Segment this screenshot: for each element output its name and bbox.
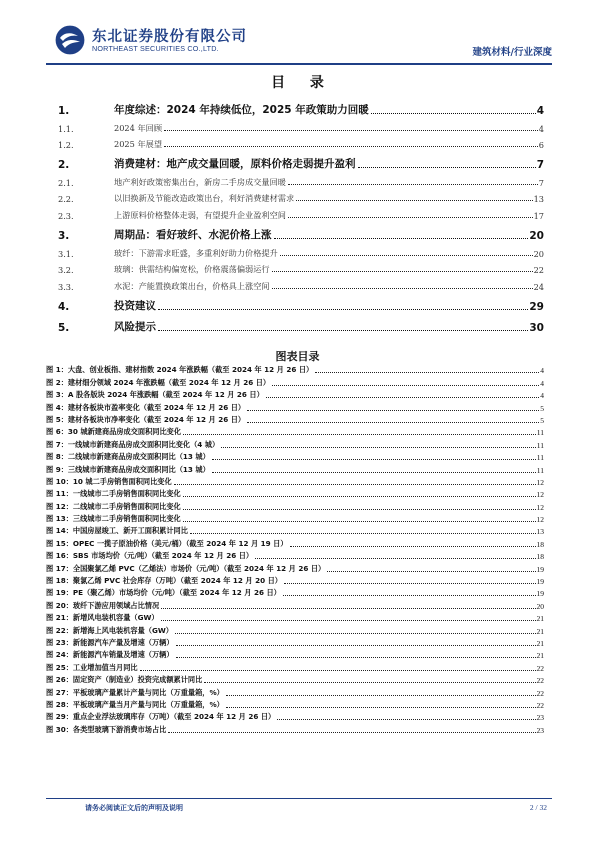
figure-leader-dots	[272, 385, 539, 386]
figure-leader-dots	[212, 472, 536, 473]
figure-list	[46, 363, 544, 735]
toc-entry-page: 13	[533, 194, 544, 205]
figure-entry-label: 图 8：二线城市新建商品房成交面积同比（13 城）	[46, 452, 210, 462]
figure-leader-dots	[140, 670, 536, 671]
toc-entry-page: 29	[529, 300, 544, 313]
figure-entry-label: 图 4：建材各板块市盈率变化（截至 2024 年 12 月 26 日）	[46, 402, 246, 412]
company-logo-icon	[54, 24, 86, 56]
figure-list-link[interactable]	[46, 462, 544, 474]
figure-list-link[interactable]	[46, 623, 544, 635]
figure-entry-label: 图 30：各类型玻璃下游消费市场占比	[46, 724, 167, 734]
toc-chapter-link[interactable]	[58, 313, 544, 334]
figure-list-link[interactable]	[46, 450, 544, 462]
toc-entry-page: 30	[529, 321, 544, 334]
figure-leader-dots	[183, 434, 536, 435]
toc-title: 目 录	[271, 75, 334, 91]
figure-entry-page: 22	[536, 688, 544, 698]
toc-section-link[interactable]	[58, 188, 544, 205]
figure-entry-label: 图 18：聚氯乙烯 PVC 社会库存（万吨）（截至 2024 年 12 月 20 日）	[46, 576, 282, 586]
toc-entry-label: 周期品：看好玻纤、水泥价格上涨	[114, 228, 272, 241]
figure-list-link[interactable]	[46, 561, 544, 573]
toc-section-link[interactable]	[58, 275, 544, 292]
figure-leader-dots	[190, 533, 536, 534]
toc-entry-label: 地产利好政策密集出台，新房二手房成交量回暖	[114, 176, 286, 187]
toc-leader-dots	[272, 288, 533, 289]
toc-entry-page: 24	[533, 281, 544, 292]
figure-entry-page: 23	[536, 713, 544, 723]
toc-leader-dots	[158, 330, 528, 331]
figure-entry-page: 21	[536, 651, 544, 661]
toc-leader-dots	[272, 271, 533, 272]
figure-entry-label: 图 2：建材细分领域 2024 年涨跌幅（截至 2024 年 12 月 26 日）	[46, 377, 271, 387]
toc-entry-label: 投资建议	[114, 299, 156, 312]
toc-entry-number: 1.	[58, 105, 70, 117]
figure-list-link[interactable]	[46, 363, 544, 375]
figure-leader-dots	[183, 521, 536, 522]
figure-list-link[interactable]	[46, 549, 544, 561]
toc-entry-page: 4	[536, 105, 544, 117]
figure-entry-page: 11	[536, 465, 544, 475]
toc-section-link[interactable]	[58, 134, 544, 151]
figure-list-link[interactable]	[46, 660, 544, 672]
figure-list-link[interactable]	[46, 437, 544, 449]
figure-list-link[interactable]	[46, 425, 544, 437]
figure-entry-page: 11	[536, 453, 544, 463]
toc-entry-label: 年度综述：2024 年持续低位，2025 年政策助力回暖	[114, 104, 369, 116]
figure-list-link[interactable]	[46, 698, 544, 710]
figure-leader-dots	[176, 657, 536, 658]
figure-list-link[interactable]	[46, 574, 544, 586]
toc-entry-label: 2025 年展望	[114, 139, 163, 150]
figure-entry-label: 图 25：工业增加值当月同比	[46, 662, 138, 672]
figure-entry-page: 12	[536, 477, 544, 487]
figure-list-link[interactable]	[46, 685, 544, 697]
figure-leader-dots	[161, 608, 535, 609]
toc-chapter-link[interactable]	[58, 221, 544, 242]
figure-entry-label: 图 21：新增风电装机容量（GW）	[46, 613, 159, 623]
figure-entry-label: 图 19：PE（聚乙烯）市场均价（元/吨）（截至 2024 年 12 月 26 日）	[46, 588, 281, 598]
figure-entry-label: 图 5：建材各板块市净率变化（截至 2024 年 12 月 26 日）	[46, 414, 246, 424]
figure-list-link[interactable]	[46, 598, 544, 610]
figure-entry-label: 图 26：固定资产（制造业）投资完成额累计同比	[46, 675, 203, 685]
figure-entry-page: 20	[536, 601, 544, 611]
figure-entry-page: 4	[540, 391, 544, 401]
figure-entry-page: 13	[536, 527, 544, 537]
figure-entry-page: 12	[536, 515, 544, 525]
figure-entry-label: 图 17：全国聚氯乙烯 PVC（乙烯法）市场价（元/吨）（截至 2024 年 12 月 26 日）	[46, 563, 326, 573]
figure-entry-label: 图 27：平板玻璃产量累计产量与同比（万重量箱，%）	[46, 687, 224, 697]
figure-leader-dots	[266, 397, 539, 398]
figure-entry-page: 5	[540, 415, 544, 425]
figure-leader-dots	[283, 595, 536, 596]
figure-entry-page: 4	[540, 366, 544, 376]
toc-chapter-link[interactable]	[58, 96, 544, 117]
toc-entry-number: 3.2.	[58, 265, 74, 276]
figure-list-link[interactable]	[46, 673, 544, 685]
figure-leader-dots	[247, 422, 539, 423]
figure-leader-dots	[161, 620, 536, 621]
toc-entry-number: 2.1.	[58, 177, 74, 188]
figure-leader-dots	[174, 484, 536, 485]
toc-entry-label: 玻璃：供需结构偏宽松，价格震荡偏弱运行	[114, 264, 270, 275]
figure-entry-label: 图 29：重点企业浮法玻璃库存（万吨）（截至 2024 年 12 月 26 日）	[46, 712, 276, 722]
figure-list-link[interactable]	[46, 636, 544, 648]
toc-leader-dots	[358, 167, 536, 168]
figure-leader-dots	[315, 372, 539, 373]
toc-entry-label: 风险提示	[114, 320, 156, 333]
figure-entry-page: 22	[536, 700, 544, 710]
figure-entry-page: 21	[536, 626, 544, 636]
figure-leader-dots	[327, 571, 535, 572]
figure-entry-label: 图 11：一线城市二手房销售面积同比变化	[46, 489, 181, 499]
toc-list	[58, 96, 544, 334]
figure-entry-label: 图 10：10 城二手房销售面积同比变化	[46, 476, 172, 486]
figure-leader-dots	[183, 509, 536, 510]
toc-entry-page: 7	[538, 177, 544, 188]
footer-disclaimer: 请务必阅读正文后的声明及说明	[85, 804, 183, 812]
figure-leader-dots	[247, 410, 539, 411]
figure-list-link[interactable]	[46, 710, 544, 722]
toc-entry-number: 2.	[58, 159, 70, 172]
figure-entry-page: 12	[536, 502, 544, 512]
toc-entry-page: 6	[538, 140, 544, 151]
figure-entry-label: 图 7：一线城市新建商品房成交面积同比变化（4 城）	[46, 439, 220, 449]
company-name-cn: 东北证券股份有限公司	[92, 29, 247, 45]
toc-section-link[interactable]	[58, 117, 544, 134]
toc-leader-dots	[371, 113, 536, 114]
figure-entry-page: 18	[536, 552, 544, 562]
toc-entry-page: 7	[536, 159, 544, 172]
toc-entry-page: 20	[533, 248, 544, 259]
figure-entry-page: 19	[536, 577, 544, 587]
figure-entry-page: 22	[536, 676, 544, 686]
toc-leader-dots	[164, 146, 538, 147]
figure-entry-label: 图 13：三线城市二手房销售面积同比变化	[46, 514, 181, 524]
figure-entry-label: 图 12：二线城市二手房销售面积同比变化	[46, 501, 181, 511]
toc-leader-dots	[158, 309, 528, 310]
figure-leader-dots	[221, 447, 536, 448]
figure-entry-label: 图 24：新能源汽车销量及增速（万辆）	[46, 650, 174, 660]
toc-entry-number: 2.2.	[58, 194, 74, 205]
page-header	[46, 22, 552, 62]
figure-entry-page: 19	[536, 564, 544, 574]
toc-entry-label: 玻纤：下游需求旺盛，多重利好助力价格提升	[114, 247, 278, 258]
toc-entry-page: 22	[533, 265, 544, 276]
figure-list-link[interactable]	[46, 375, 544, 387]
figure-entry-label: 图 28：平板玻璃产量当月产量与同比（万重量箱，%）	[46, 699, 224, 709]
toc-leader-dots	[288, 184, 538, 185]
toc-entry-label: 2024 年回顾	[114, 122, 163, 133]
figure-entry-page: 23	[536, 725, 544, 735]
figure-entry-page: 11	[536, 428, 544, 438]
toc-leader-dots	[164, 130, 538, 131]
toc-entry-number: 3.1.	[58, 248, 74, 259]
figure-entry-label: 图 14：中国房屋竣工、新开工面积累计同比	[46, 526, 188, 536]
toc-entry-label: 以旧换新及节能改造政策出台，利好消费建材需求	[114, 193, 295, 204]
toc-leader-dots	[288, 217, 533, 218]
figure-list-link[interactable]	[46, 413, 544, 425]
figure-leader-dots	[175, 633, 536, 634]
toc-entry-page: 4	[538, 123, 544, 134]
toc-entry-number: 4.	[58, 300, 70, 313]
figure-leader-dots	[176, 645, 536, 646]
figure-entry-label: 图 15：OPEC 一揽子原油价格（美元/桶）（截至 2024 年 12 月 19 日）	[46, 538, 288, 548]
figure-leader-dots	[168, 732, 535, 733]
toc-leader-dots	[280, 255, 533, 256]
figure-entry-page: 22	[536, 663, 544, 673]
figure-list-link[interactable]	[46, 487, 544, 499]
figure-list-link[interactable]	[46, 611, 544, 623]
toc-entry-label: 上游原料价格整体走弱，有望提升企业盈利空间	[114, 209, 286, 220]
figure-list-link[interactable]	[46, 722, 544, 734]
figure-entry-page: 5	[540, 403, 544, 413]
toc-chapter-link[interactable]	[58, 150, 544, 171]
toc-entry-number: 3.3.	[58, 281, 74, 292]
figure-list-link[interactable]	[46, 499, 544, 511]
toc-entry-number: 1.2.	[58, 140, 74, 151]
toc-entry-label: 消费建材：地产成交量回暖，原料价格走弱提升盈利	[114, 158, 356, 171]
figure-entry-label: 图 6：30 城新建商品房成交面积同比变化	[46, 427, 182, 437]
figure-entry-page: 19	[536, 589, 544, 599]
toc-leader-dots	[296, 200, 532, 201]
header-divider	[46, 63, 552, 65]
toc-entry-number: 1.1.	[58, 123, 74, 134]
figure-leader-dots	[290, 546, 536, 547]
figure-leader-dots	[284, 583, 536, 584]
figure-entry-page: 18	[536, 539, 544, 549]
toc-entry-number: 2.3.	[58, 210, 74, 221]
toc-entry-number: 3.	[58, 229, 70, 242]
footer-divider	[46, 798, 552, 799]
figure-leader-dots	[255, 558, 535, 559]
figure-entry-label: 图 22：新增海上风电装机容量（GW）	[46, 625, 173, 635]
figure-list-link[interactable]	[46, 524, 544, 536]
figure-entry-label: 图 23：新能源汽车产量及增速（万辆）	[46, 637, 174, 647]
figure-leader-dots	[212, 459, 536, 460]
toc-entry-number: 5.	[58, 321, 70, 334]
toc-chapter-link[interactable]	[58, 292, 544, 313]
company-name-en: NORTHEAST SECURITIES CO.,LTD.	[92, 44, 219, 53]
figure-entry-label: 图 20：玻纤下游应用领域占比情况	[46, 600, 160, 610]
figure-entry-label: 图 1：大盘、创业板指、建材指数 2024 年涨跌幅（截至 2024 年 12 月 26 日）	[46, 365, 314, 375]
figure-entry-page: 4	[540, 378, 544, 388]
toc-section-link[interactable]	[58, 204, 544, 221]
figure-list-link[interactable]	[46, 400, 544, 412]
figure-entry-page: 11	[536, 440, 544, 450]
figure-entry-page: 12	[536, 490, 544, 500]
figure-leader-dots	[277, 719, 535, 720]
figure-list-title: 图表目录	[275, 350, 320, 363]
figure-list-link[interactable]	[46, 536, 544, 548]
toc-entry-label: 水泥：产能置换政策出台，价格具上涨空间	[114, 280, 270, 291]
figure-entry-label: 图 3：A 股各版块 2024 年涨跌幅（截至 2024 年 12 月 26 日）	[46, 390, 264, 400]
figure-list-link[interactable]	[46, 648, 544, 660]
figure-list-link[interactable]	[46, 475, 544, 487]
figure-entry-page: 21	[536, 638, 544, 648]
toc-leader-dots	[274, 238, 529, 239]
toc-entry-page: 17	[533, 210, 544, 221]
figure-list-link[interactable]	[46, 586, 544, 598]
figure-entry-label: 图 9：三线城市新建商品房成交面积同比（13 城）	[46, 464, 210, 474]
figure-entry-label: 图 16：SBS 市场均价（元/吨）（截至 2024 年 12 月 26 日）	[46, 551, 254, 561]
report-type: 建筑材料/行业深度	[472, 47, 552, 58]
toc-section-link[interactable]	[58, 259, 544, 276]
figure-list-link[interactable]	[46, 388, 544, 400]
toc-section-link[interactable]	[58, 242, 544, 259]
figure-leader-dots	[204, 682, 535, 683]
figure-leader-dots	[183, 496, 536, 497]
figure-entry-page: 21	[536, 614, 544, 624]
figure-leader-dots	[226, 707, 536, 708]
figure-leader-dots	[226, 695, 536, 696]
toc-section-link[interactable]	[58, 171, 544, 188]
toc-entry-page: 20	[529, 229, 544, 242]
figure-list-link[interactable]	[46, 512, 544, 524]
page-number: 2 / 32	[529, 803, 547, 812]
